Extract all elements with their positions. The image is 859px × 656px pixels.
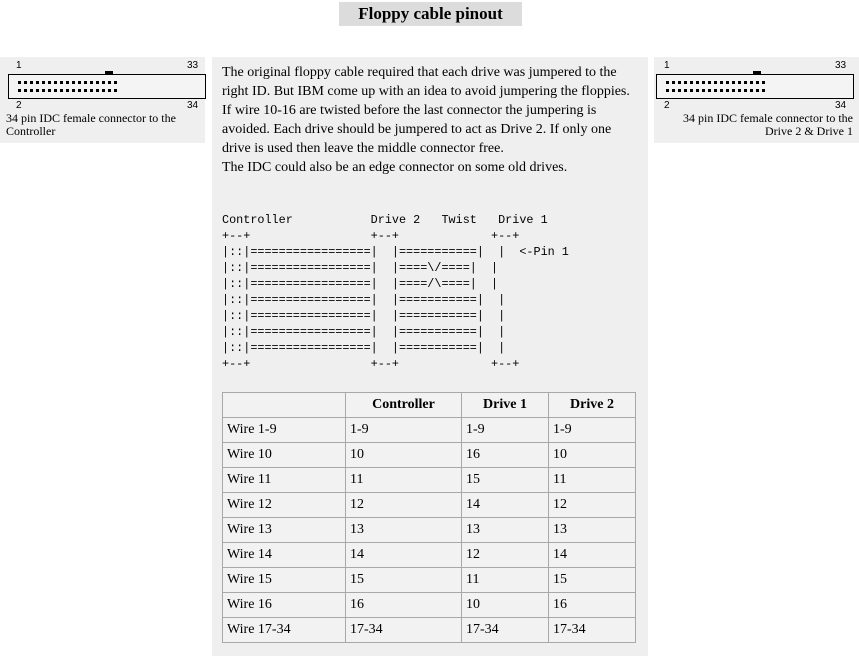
table-cell: Wire 13 (223, 518, 346, 543)
connector-pin (744, 89, 747, 92)
pin-row (666, 81, 765, 84)
table-cell: 11 (549, 468, 636, 493)
table-cell: 16 (549, 593, 636, 618)
connector-pin (762, 89, 765, 92)
connector-pin (714, 89, 717, 92)
connector-pin (42, 89, 45, 92)
connector-pin (690, 89, 693, 92)
connector-pin (696, 89, 699, 92)
connector-pin (108, 81, 111, 84)
pin-row (18, 81, 117, 84)
page-title: Floppy cable pinout (339, 2, 522, 26)
pin-label: 33 (835, 60, 847, 71)
table-row (223, 518, 636, 543)
table-row (223, 418, 636, 443)
diagram-line: |::|=================| |===========| | <-Pin 1 (222, 245, 569, 259)
table-row (223, 593, 636, 618)
intro-paragraph: If wire 10-16 are twisted before the last connector the jumpering is avoided. Each drive should be jumpered to act as Drive 2. If only one drive is used then leave the middle connector free. (222, 103, 612, 156)
connector-pin (60, 81, 63, 84)
table-cell: 15 (346, 568, 462, 593)
table-header-cell: Controller (346, 393, 462, 418)
ascii-cable-diagram (222, 212, 569, 372)
connector-pin (690, 81, 693, 84)
connector-pin (54, 81, 57, 84)
diagram-line: +--+ +--+ +--+ (222, 229, 520, 243)
pin-label: 34 (187, 100, 199, 111)
connector-pin (48, 89, 51, 92)
table-cell: 16 (346, 593, 462, 618)
connector-pin (708, 81, 711, 84)
table-header-cell (223, 393, 346, 418)
table-cell: Wire 10 (223, 443, 346, 468)
connector-pin (732, 81, 735, 84)
table-cell: 13 (549, 518, 636, 543)
connector-pin (78, 81, 81, 84)
connector-pin (18, 89, 21, 92)
connector-pin (666, 89, 669, 92)
diagram-line: Controller Drive 2 Twist Drive 1 (222, 213, 548, 227)
connector-pin (762, 81, 765, 84)
connector-pin (42, 81, 45, 84)
table-cell: 15 (462, 468, 549, 493)
pinout-table (222, 392, 636, 643)
connector-pin (720, 89, 723, 92)
connector-pin (684, 89, 687, 92)
connector-pin (48, 81, 51, 84)
idc-connector-graphic (8, 74, 206, 99)
diagram-line: |::|=================| |====\/====| | (222, 261, 499, 275)
connector-pin (18, 81, 21, 84)
connector-pin (732, 89, 735, 92)
connector-pin (756, 89, 759, 92)
connector-pin (702, 81, 705, 84)
connector-key (753, 71, 761, 74)
connector-pin (108, 89, 111, 92)
table-cell: 17-34 (549, 618, 636, 643)
connector-pin (738, 89, 741, 92)
intro-paragraph: The original floppy cable required that each drive was jumpered to the right ID. But IBM come up with an idea to avoid jumpering the floppies. (222, 65, 630, 99)
table-cell: 1-9 (549, 418, 636, 443)
connector-pin (114, 89, 117, 92)
table-cell: 12 (346, 493, 462, 518)
table-cell: 13 (462, 518, 549, 543)
table-row (223, 493, 636, 518)
connector-pin (36, 81, 39, 84)
connector-key (105, 71, 113, 74)
table-cell: Wire 12 (223, 493, 346, 518)
main-content (212, 57, 648, 656)
diagram-line: |::|=================| |===========| | (222, 309, 506, 323)
connector-pin (54, 89, 57, 92)
table-cell: Wire 15 (223, 568, 346, 593)
connector-pin (96, 89, 99, 92)
table-cell: 14 (346, 543, 462, 568)
table-row (223, 443, 636, 468)
diagram-line: |::|=================| |===========| | (222, 325, 506, 339)
connector-pin (702, 89, 705, 92)
connector-pin (66, 89, 69, 92)
connector-pin (30, 81, 33, 84)
connector-pin (672, 89, 675, 92)
table-cell: 11 (462, 568, 549, 593)
connector-pin (756, 81, 759, 84)
connector-pin (726, 89, 729, 92)
table-cell: 10 (549, 443, 636, 468)
table-header-cell: Drive 2 (549, 393, 636, 418)
connector-pin (114, 81, 117, 84)
connector-caption: 34 pin IDC female connector to the Drive 2 & Drive 1 (683, 111, 853, 138)
connector-pin (96, 81, 99, 84)
connector-caption: 34 pin IDC female connector to the Controller (6, 111, 176, 138)
connector-pin (678, 81, 681, 84)
connector-pin (720, 81, 723, 84)
pin-label: 34 (835, 100, 847, 111)
connector-pin (102, 89, 105, 92)
connector-pin (672, 81, 675, 84)
connector-pin (708, 89, 711, 92)
idc-connector-graphic (656, 74, 854, 99)
table-cell: 1-9 (346, 418, 462, 443)
table-row (223, 618, 636, 643)
connector-pin (726, 81, 729, 84)
connector-pin (666, 81, 669, 84)
connector-pin (36, 89, 39, 92)
pin-row (18, 89, 117, 92)
table-cell: 14 (462, 493, 549, 518)
table-row (223, 543, 636, 568)
intro-text (222, 63, 638, 177)
pin-label: 1 (16, 60, 22, 71)
table-cell: Wire 16 (223, 593, 346, 618)
table-cell: 10 (462, 593, 549, 618)
connector-pin (66, 81, 69, 84)
connector-pin (72, 81, 75, 84)
connector-pin (24, 81, 27, 84)
table-cell: 13 (346, 518, 462, 543)
table-cell: Wire 14 (223, 543, 346, 568)
table-cell: 16 (462, 443, 549, 468)
pin-row (666, 89, 765, 92)
table-cell: 11 (346, 468, 462, 493)
connector-pin (84, 89, 87, 92)
diagram-line: |::|=================| |====/\====| | (222, 277, 499, 291)
connector-pin (738, 81, 741, 84)
table-cell: Wire 17-34 (223, 618, 346, 643)
table-cell: 15 (549, 568, 636, 593)
table-cell: 17-34 (462, 618, 549, 643)
table-header-cell: Drive 1 (462, 393, 549, 418)
connector-pin (90, 89, 93, 92)
table-row (223, 568, 636, 593)
diagram-line: |::|=================| |===========| | (222, 341, 506, 355)
drive-connector-panel (654, 57, 859, 143)
pin-label: 33 (187, 60, 199, 71)
table-row (223, 468, 636, 493)
connector-pin (750, 89, 753, 92)
connector-pin (60, 89, 63, 92)
pin-label: 1 (664, 60, 670, 71)
connector-pin (72, 89, 75, 92)
connector-pin (84, 81, 87, 84)
table-cell: 14 (549, 543, 636, 568)
connector-pin (90, 81, 93, 84)
pin-label: 2 (16, 100, 22, 111)
diagram-line: +--+ +--+ +--+ (222, 357, 520, 371)
table-cell: 17-34 (346, 618, 462, 643)
table-header-row (223, 393, 636, 418)
table-cell: 12 (462, 543, 549, 568)
connector-pin (24, 89, 27, 92)
table-cell: 1-9 (462, 418, 549, 443)
intro-paragraph: The IDC could also be an edge connector on some old drives. (222, 160, 568, 175)
connector-pin (750, 81, 753, 84)
connector-pin (678, 89, 681, 92)
pin-label: 2 (664, 100, 670, 111)
connector-pin (714, 81, 717, 84)
connector-pin (744, 81, 747, 84)
table-cell: Wire 1-9 (223, 418, 346, 443)
table-cell: 10 (346, 443, 462, 468)
diagram-line: |::|=================| |===========| | (222, 293, 506, 307)
connector-pin (102, 81, 105, 84)
table-cell: Wire 11 (223, 468, 346, 493)
table-cell: 12 (549, 493, 636, 518)
connector-pin (78, 89, 81, 92)
controller-connector-panel (0, 57, 205, 143)
connector-pin (696, 81, 699, 84)
connector-pin (30, 89, 33, 92)
connector-pin (684, 81, 687, 84)
